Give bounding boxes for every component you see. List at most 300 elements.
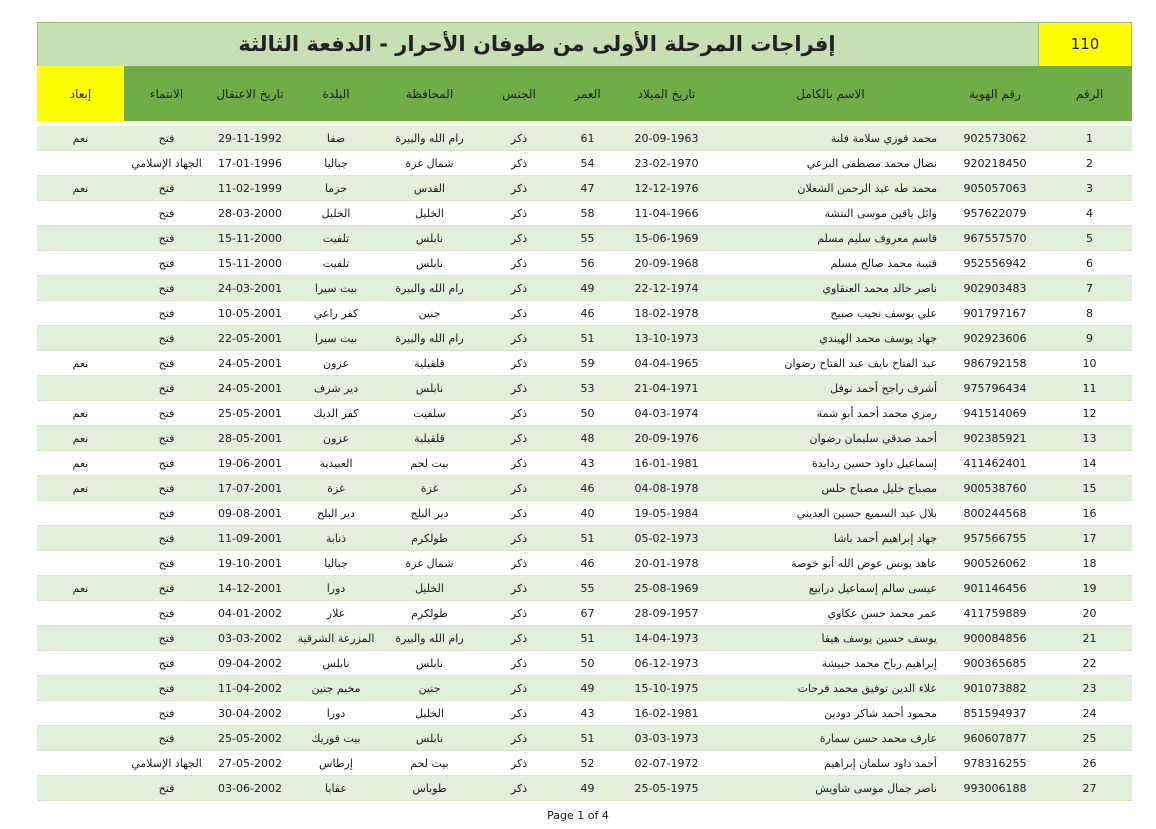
cell-gender: ذكر: [478, 476, 560, 501]
cell-age: 51: [560, 626, 615, 651]
cell-id: 851594937: [943, 701, 1047, 726]
cell-id: 902923606: [943, 326, 1047, 351]
cell-name: قتيبة محمد صالح مسلم: [718, 251, 943, 276]
cell-number: 4: [1047, 201, 1132, 226]
cell-arrest-date: 19-06-2001: [209, 451, 291, 476]
table-row: [37, 576, 1132, 601]
cell-town: دورا: [291, 701, 381, 726]
cell-governorate: رام الله والبيرة: [381, 326, 478, 351]
cell-arrest-date: 10-05-2001: [209, 301, 291, 326]
cell-arrest-date: 15-11-2000: [209, 251, 291, 276]
cell-id: 411759889: [943, 601, 1047, 626]
cell-birthdate: 28-09-1957: [615, 601, 718, 626]
cell-affiliation: فتح: [124, 651, 209, 676]
cell-birthdate: 22-12-1974: [615, 276, 718, 301]
cell-id: 901797167: [943, 301, 1047, 326]
cell-affiliation: فتح: [124, 176, 209, 201]
table-row: [37, 301, 1132, 326]
cell-arrest-date: 29-11-1992: [209, 126, 291, 151]
cell-gender: ذكر: [478, 201, 560, 226]
cell-deportation: نعم: [37, 476, 124, 501]
cell-arrest-date: 04-01-2002: [209, 601, 291, 626]
cell-governorate: نابلس: [381, 226, 478, 251]
cell-town: إرطاس: [291, 751, 381, 776]
cell-deportation: [37, 676, 124, 701]
cell-governorate: دير البلح: [381, 501, 478, 526]
cell-arrest-date: 30-04-2002: [209, 701, 291, 726]
cell-deportation: نعم: [37, 126, 124, 151]
cell-id: 952556942: [943, 251, 1047, 276]
col-header-affiliation: الانتماء: [124, 66, 209, 121]
cell-age: 50: [560, 651, 615, 676]
cell-number: 16: [1047, 501, 1132, 526]
cell-name: يوسف حسين يوسف هيفا: [718, 626, 943, 651]
cell-deportation: [37, 301, 124, 326]
cell-deportation: [37, 526, 124, 551]
cell-deportation: نعم: [37, 401, 124, 426]
cell-gender: ذكر: [478, 301, 560, 326]
cell-gender: ذكر: [478, 276, 560, 301]
cell-age: 59: [560, 351, 615, 376]
cell-governorate: رام الله والبيرة: [381, 126, 478, 151]
cell-gender: ذكر: [478, 426, 560, 451]
cell-age: 50: [560, 401, 615, 426]
cell-number: 15: [1047, 476, 1132, 501]
cell-town: دورا: [291, 576, 381, 601]
cell-gender: ذكر: [478, 176, 560, 201]
table-row: [37, 351, 1132, 376]
cell-id: 920218450: [943, 151, 1047, 176]
cell-arrest-date: 09-04-2002: [209, 651, 291, 676]
cell-arrest-date: 15-11-2000: [209, 226, 291, 251]
cell-town: علار: [291, 601, 381, 626]
table-row: [37, 451, 1132, 476]
cell-gender: ذكر: [478, 501, 560, 526]
cell-deportation: [37, 776, 124, 801]
cell-arrest-date: 17-07-2001: [209, 476, 291, 501]
cell-id: 800244568: [943, 501, 1047, 526]
cell-name: بلال عبد السميع حسين العديني: [718, 501, 943, 526]
cell-affiliation: فتح: [124, 776, 209, 801]
cell-name: إبراهيم رباح محمد حبيشة: [718, 651, 943, 676]
cell-town: عزون: [291, 351, 381, 376]
header-row: [37, 66, 1132, 121]
cell-arrest-date: 27-05-2002: [209, 751, 291, 776]
cell-deportation: [37, 201, 124, 226]
cell-id: 901073882: [943, 676, 1047, 701]
cell-affiliation: فتح: [124, 626, 209, 651]
cell-affiliation: فتح: [124, 201, 209, 226]
cell-id: 960607877: [943, 726, 1047, 751]
cell-governorate: قلقيلية: [381, 351, 478, 376]
table-row: [37, 601, 1132, 626]
cell-gender: ذكر: [478, 651, 560, 676]
cell-gender: ذكر: [478, 776, 560, 801]
cell-gender: ذكر: [478, 751, 560, 776]
cell-name: عارف محمد حسن سمارة: [718, 726, 943, 751]
cell-deportation: [37, 251, 124, 276]
table-row: [37, 326, 1132, 351]
cell-birthdate: 06-12-1973: [615, 651, 718, 676]
cell-age: 56: [560, 251, 615, 276]
cell-deportation: [37, 276, 124, 301]
page-footer: Page 1 of 4: [547, 809, 609, 822]
table-row: [37, 401, 1132, 426]
cell-deportation: نعم: [37, 576, 124, 601]
cell-id: 900538760: [943, 476, 1047, 501]
cell-number: 11: [1047, 376, 1132, 401]
cell-town: ذنابة: [291, 526, 381, 551]
cell-id: 957622079: [943, 201, 1047, 226]
cell-affiliation: فتح: [124, 576, 209, 601]
cell-number: 27: [1047, 776, 1132, 801]
cell-id: 411462401: [943, 451, 1047, 476]
table-row: [37, 526, 1132, 551]
cell-birthdate: 13-10-1973: [615, 326, 718, 351]
cell-age: 55: [560, 226, 615, 251]
table-row: [37, 701, 1132, 726]
cell-affiliation: فتح: [124, 126, 209, 151]
cell-governorate: الخليل: [381, 576, 478, 601]
cell-birthdate: 15-10-1975: [615, 676, 718, 701]
cell-id: 986792158: [943, 351, 1047, 376]
cell-affiliation: فتح: [124, 726, 209, 751]
cell-age: 67: [560, 601, 615, 626]
cell-name: جهاد إبراهيم أحمد باشا: [718, 526, 943, 551]
cell-affiliation: فتح: [124, 351, 209, 376]
cell-number: 2: [1047, 151, 1132, 176]
cell-deportation: [37, 651, 124, 676]
cell-birthdate: 18-02-1978: [615, 301, 718, 326]
cell-deportation: [37, 601, 124, 626]
cell-deportation: [37, 751, 124, 776]
cell-affiliation: فتح: [124, 451, 209, 476]
cell-number: 19: [1047, 576, 1132, 601]
cell-id: 902903483: [943, 276, 1047, 301]
cell-affiliation: فتح: [124, 301, 209, 326]
table-row: [37, 676, 1132, 701]
cell-gender: ذكر: [478, 376, 560, 401]
cell-number: 7: [1047, 276, 1132, 301]
cell-birthdate: 21-04-1971: [615, 376, 718, 401]
cell-number: 8: [1047, 301, 1132, 326]
cell-deportation: [37, 376, 124, 401]
cell-id: 905057063: [943, 176, 1047, 201]
cell-governorate: نابلس: [381, 651, 478, 676]
cell-arrest-date: 24-05-2001: [209, 376, 291, 401]
cell-town: جباليا: [291, 151, 381, 176]
page-title: إفراجات المرحلة الأولى من طوفان الأحرار - الدفعة الثالثة: [238, 32, 836, 56]
cell-name: نضال محمد مصطفى البرعي: [718, 151, 943, 176]
cell-number: 14: [1047, 451, 1132, 476]
cell-name: محمد فوزي سلامة فلنة: [718, 126, 943, 151]
cell-age: 51: [560, 326, 615, 351]
cell-age: 51: [560, 726, 615, 751]
cell-town: بيت سيرا: [291, 276, 381, 301]
col-header-age: العمر: [560, 66, 615, 121]
col-header-id: رقم الهوية: [943, 66, 1047, 121]
cell-deportation: [37, 326, 124, 351]
cell-number: 1: [1047, 126, 1132, 151]
col-header-gender: الجنس: [478, 66, 560, 121]
cell-governorate: القدس: [381, 176, 478, 201]
cell-age: 40: [560, 501, 615, 526]
cell-name: أشرف راجح أحمد نوفل: [718, 376, 943, 401]
cell-deportation: نعم: [37, 426, 124, 451]
cell-affiliation: الجهاد الإسلامي: [124, 751, 209, 776]
table-row: [37, 201, 1132, 226]
cell-name: عمر محمد حسن عكاوي: [718, 601, 943, 626]
cell-age: 51: [560, 526, 615, 551]
cell-birthdate: 04-08-1978: [615, 476, 718, 501]
cell-age: 54: [560, 151, 615, 176]
cell-affiliation: فتح: [124, 276, 209, 301]
cell-arrest-date: 03-03-2002: [209, 626, 291, 651]
cell-number: 3: [1047, 176, 1132, 201]
table-row: [37, 776, 1132, 801]
cell-age: 46: [560, 476, 615, 501]
cell-town: الخليل: [291, 201, 381, 226]
table-row: [37, 251, 1132, 276]
col-header-deportation: إبعاد: [37, 66, 124, 121]
cell-affiliation: فتح: [124, 701, 209, 726]
cell-id: 993006188: [943, 776, 1047, 801]
cell-age: 58: [560, 201, 615, 226]
cell-affiliation: فتح: [124, 476, 209, 501]
cell-age: 49: [560, 276, 615, 301]
cell-birthdate: 16-01-1981: [615, 451, 718, 476]
cell-arrest-date: 09-08-2001: [209, 501, 291, 526]
table-row: [37, 376, 1132, 401]
cell-number: 6: [1047, 251, 1132, 276]
col-header-number: الرقم: [1047, 66, 1132, 121]
cell-name: عيسى سالم إسماعيل درابيع: [718, 576, 943, 601]
cell-gender: ذكر: [478, 626, 560, 651]
cell-affiliation: فتح: [124, 526, 209, 551]
cell-town: دير البلح: [291, 501, 381, 526]
cell-gender: ذكر: [478, 726, 560, 751]
table-row: [37, 176, 1132, 201]
cell-gender: ذكر: [478, 526, 560, 551]
cell-id: 967557570: [943, 226, 1047, 251]
cell-town: بيت سيرا: [291, 326, 381, 351]
col-header-name: الاسم بالكامل: [718, 66, 943, 121]
cell-age: 49: [560, 676, 615, 701]
cell-governorate: الخليل: [381, 701, 478, 726]
cell-governorate: قلقيلية: [381, 426, 478, 451]
cell-affiliation: فتح: [124, 251, 209, 276]
cell-birthdate: 15-06-1969: [615, 226, 718, 251]
cell-name: محمود أحمد شاكر دودين: [718, 701, 943, 726]
cell-arrest-date: 11-09-2001: [209, 526, 291, 551]
cell-age: 46: [560, 301, 615, 326]
cell-town: مخيم جنين: [291, 676, 381, 701]
cell-arrest-date: 11-04-2002: [209, 676, 291, 701]
table-row: [37, 151, 1132, 176]
cell-birthdate: 20-09-1963: [615, 126, 718, 151]
cell-arrest-date: 25-05-2001: [209, 401, 291, 426]
cell-gender: ذكر: [478, 451, 560, 476]
cell-deportation: [37, 226, 124, 251]
col-header-birthdate: تاريخ الميلاد: [615, 66, 718, 121]
table-row: [37, 226, 1132, 251]
cell-birthdate: 05-02-1973: [615, 526, 718, 551]
cell-governorate: طوباس: [381, 776, 478, 801]
cell-arrest-date: 22-05-2001: [209, 326, 291, 351]
cell-gender: ذكر: [478, 676, 560, 701]
cell-name: رمزي محمد أحمد أبو شمة: [718, 401, 943, 426]
cell-town: كفر الديك: [291, 401, 381, 426]
col-header-town: البلدة: [291, 66, 381, 121]
cell-name: أحمد داود سلمان إبراهيم: [718, 751, 943, 776]
cell-town: عقابا: [291, 776, 381, 801]
cell-governorate: رام الله والبيرة: [381, 276, 478, 301]
cell-number: 17: [1047, 526, 1132, 551]
cell-gender: ذكر: [478, 601, 560, 626]
cell-name: ناصر جمال موسى شاويش: [718, 776, 943, 801]
document: [37, 22, 1132, 801]
cell-gender: ذكر: [478, 701, 560, 726]
cell-number: 23: [1047, 676, 1132, 701]
cell-arrest-date: 14-12-2001: [209, 576, 291, 601]
table-row: [37, 651, 1132, 676]
cell-affiliation: فتح: [124, 326, 209, 351]
cell-gender: ذكر: [478, 326, 560, 351]
cell-deportation: [37, 551, 124, 576]
cell-id: 902573062: [943, 126, 1047, 151]
cell-governorate: جنين: [381, 676, 478, 701]
cell-number: 26: [1047, 751, 1132, 776]
cell-birthdate: 20-09-1968: [615, 251, 718, 276]
table-row: [37, 551, 1132, 576]
table-row: [37, 626, 1132, 651]
cell-birthdate: 14-04-1973: [615, 626, 718, 651]
cell-id: 975796434: [943, 376, 1047, 401]
cell-number: 25: [1047, 726, 1132, 751]
cell-arrest-date: 11-02-1999: [209, 176, 291, 201]
cell-gender: ذكر: [478, 251, 560, 276]
cell-affiliation: فتح: [124, 426, 209, 451]
cell-town: العبيدية: [291, 451, 381, 476]
cell-birthdate: 03-03-1973: [615, 726, 718, 751]
cell-governorate: سلفيت: [381, 401, 478, 426]
cell-birthdate: 20-01-1978: [615, 551, 718, 576]
cell-town: تلفيت: [291, 251, 381, 276]
cell-gender: ذكر: [478, 151, 560, 176]
cell-id: 901146456: [943, 576, 1047, 601]
cell-governorate: نابلس: [381, 726, 478, 751]
cell-deportation: [37, 701, 124, 726]
cell-name: ناصر خالد محمد العنقاوي: [718, 276, 943, 301]
cell-town: غزة: [291, 476, 381, 501]
cell-id: 902385921: [943, 426, 1047, 451]
cell-birthdate: 23-02-1970: [615, 151, 718, 176]
cell-town: نابلس: [291, 651, 381, 676]
cell-age: 43: [560, 701, 615, 726]
cell-affiliation: فتح: [124, 376, 209, 401]
cell-name: عاهد يونس عوض الله أبو خوصة: [718, 551, 943, 576]
cell-id: 941514069: [943, 401, 1047, 426]
cell-gender: ذكر: [478, 126, 560, 151]
cell-number: 10: [1047, 351, 1132, 376]
cell-arrest-date: 28-03-2000: [209, 201, 291, 226]
cell-age: 46: [560, 551, 615, 576]
cell-birthdate: 04-03-1974: [615, 401, 718, 426]
cell-governorate: غزة: [381, 476, 478, 501]
cell-governorate: شمال غزة: [381, 151, 478, 176]
cell-id: 957566755: [943, 526, 1047, 551]
cell-gender: ذكر: [478, 576, 560, 601]
cell-governorate: بيت لحم: [381, 751, 478, 776]
cell-birthdate: 20-09-1976: [615, 426, 718, 451]
cell-number: 20: [1047, 601, 1132, 626]
cell-arrest-date: 24-05-2001: [209, 351, 291, 376]
table-row: [37, 476, 1132, 501]
cell-deportation: نعم: [37, 451, 124, 476]
cell-name: علاء الدين توفيق محمد فرحات: [718, 676, 943, 701]
cell-birthdate: 04-04-1965: [615, 351, 718, 376]
cell-affiliation: فتح: [124, 401, 209, 426]
cell-number: 12: [1047, 401, 1132, 426]
cell-name: مصباح خليل مصباح حلس: [718, 476, 943, 501]
cell-age: 48: [560, 426, 615, 451]
cell-gender: ذكر: [478, 351, 560, 376]
cell-name: وائل ياقين موسى النتشة: [718, 201, 943, 226]
cell-town: صفا: [291, 126, 381, 151]
table-row: [37, 751, 1132, 776]
cell-number: 5: [1047, 226, 1132, 251]
cell-arrest-date: 17-01-1996: [209, 151, 291, 176]
col-header-arrest-date: تاريخ الاعتقال: [209, 66, 291, 121]
cell-birthdate: 02-07-1972: [615, 751, 718, 776]
cell-birthdate: 19-05-1984: [615, 501, 718, 526]
cell-birthdate: 25-08-1969: [615, 576, 718, 601]
table-row: [37, 726, 1132, 751]
cell-age: 43: [560, 451, 615, 476]
cell-age: 55: [560, 576, 615, 601]
prisoners-table: [37, 66, 1132, 801]
cell-birthdate: 25-05-1975: [615, 776, 718, 801]
cell-governorate: نابلس: [381, 251, 478, 276]
cell-birthdate: 12-12-1976: [615, 176, 718, 201]
cell-town: المزرعة الشرقية: [291, 626, 381, 651]
cell-affiliation: فتح: [124, 551, 209, 576]
cell-number: 21: [1047, 626, 1132, 651]
col-header-governorate: المحافظة: [381, 66, 478, 121]
cell-name: جهاد يوسف محمد الهيندي: [718, 326, 943, 351]
cell-name: علي يوسف نجيب صبيح: [718, 301, 943, 326]
cell-id: 978316255: [943, 751, 1047, 776]
cell-governorate: رام الله والبيرة: [381, 626, 478, 651]
cell-id: 900365685: [943, 651, 1047, 676]
cell-arrest-date: 03-06-2002: [209, 776, 291, 801]
cell-governorate: جنين: [381, 301, 478, 326]
cell-governorate: بيت لحم: [381, 451, 478, 476]
cell-town: دير شرف: [291, 376, 381, 401]
cell-number: 9: [1047, 326, 1132, 351]
cell-deportation: نعم: [37, 176, 124, 201]
cell-age: 47: [560, 176, 615, 201]
title-bar: [37, 22, 1132, 66]
table-row: [37, 276, 1132, 301]
cell-number: 24: [1047, 701, 1132, 726]
cell-governorate: الخليل: [381, 201, 478, 226]
cell-arrest-date: 25-05-2002: [209, 726, 291, 751]
cell-town: حزما: [291, 176, 381, 201]
count-box: 110: [1038, 23, 1131, 66]
cell-gender: ذكر: [478, 551, 560, 576]
cell-arrest-date: 28-05-2001: [209, 426, 291, 451]
